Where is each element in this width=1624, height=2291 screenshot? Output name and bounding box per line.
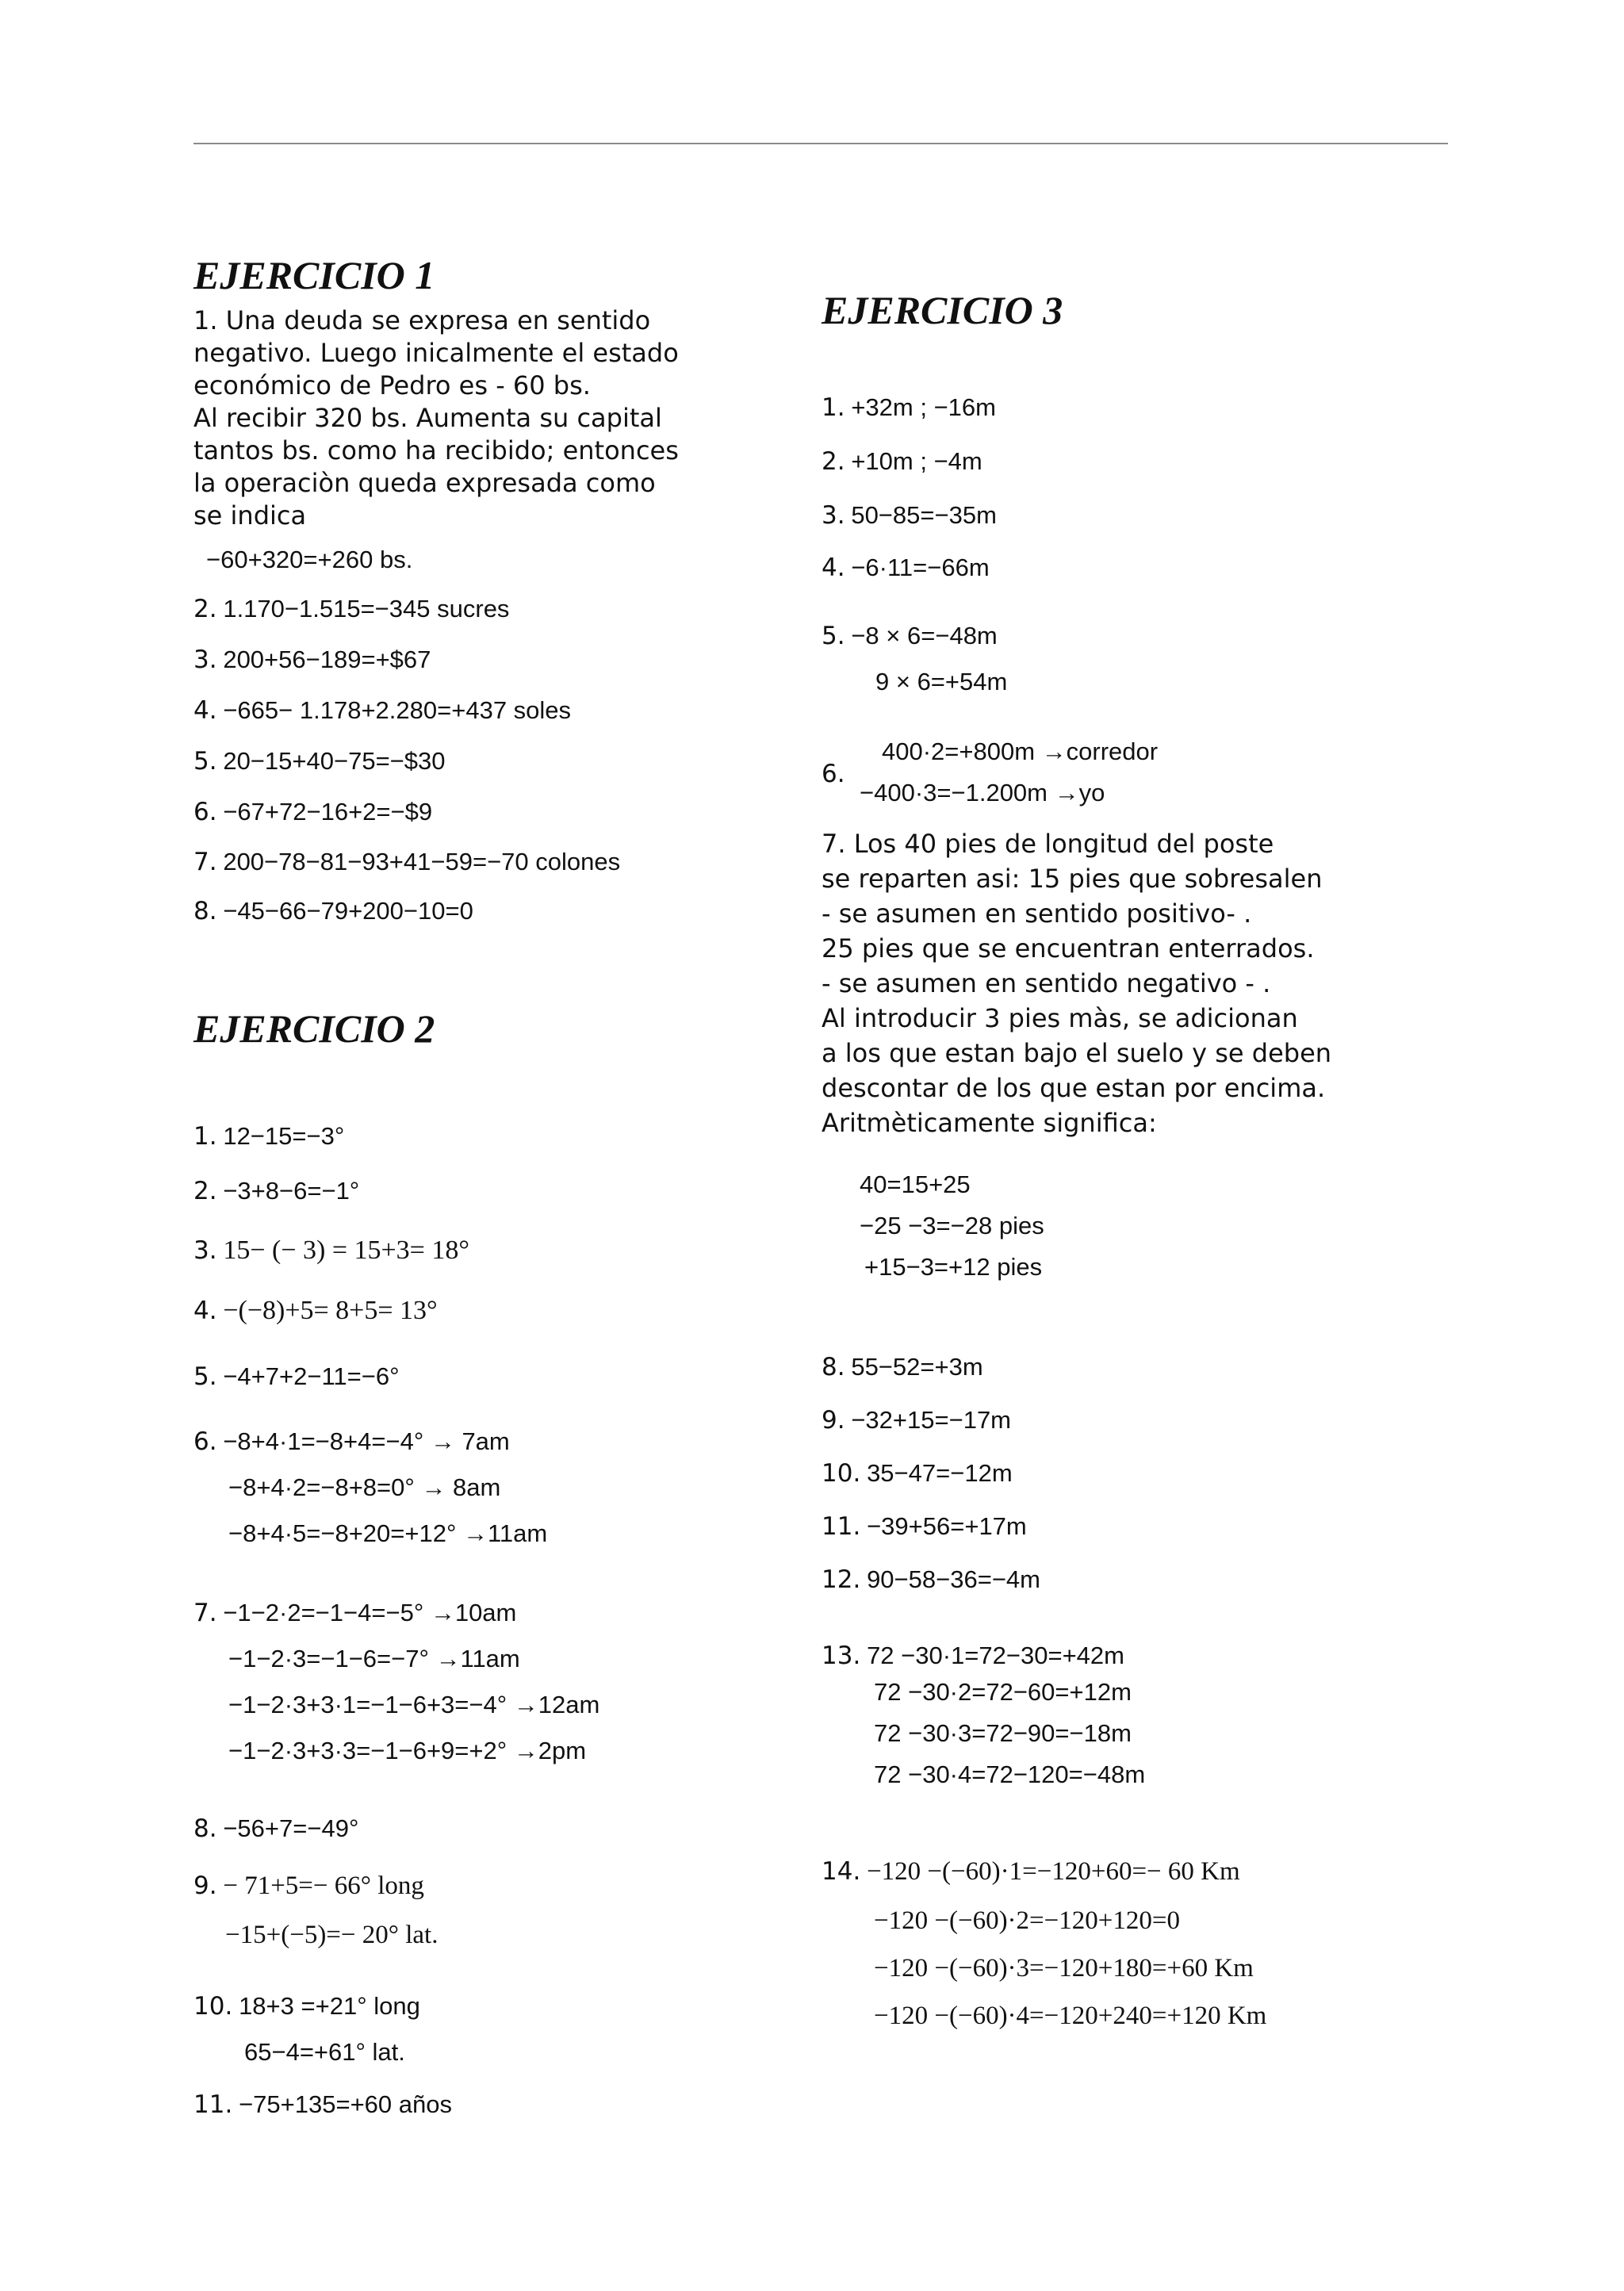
- intro-line: la operaciòn queda expresada como: [193, 468, 656, 498]
- ejercicio-1-heading: EJERCICIO 1: [193, 253, 435, 297]
- ej3-item-10: 10. 35−47=−12m: [822, 1459, 1013, 1488]
- ej1-intro-equation: −60+320=+260 bs.: [206, 546, 413, 573]
- ej3-item-7-eq-3: +15−3=+12 pies: [864, 1253, 1043, 1281]
- ej2-item-11: 11. −75+135=+60 años: [193, 2090, 452, 2119]
- ej2-item-7: 7. −1−2·2=−1−4=−5° →10am: [193, 1599, 517, 1627]
- ej2-item-6-line-2: −8+4·2=−8+8=0° → 8am: [228, 1473, 501, 1501]
- ej3-item-6: 6.: [822, 760, 845, 788]
- ej3-item-7-eq-1: 40=15+25: [860, 1170, 971, 1198]
- ej1-item-8: 8. −45−66−79+200−10=0: [193, 897, 473, 925]
- ej3-item-6-line-1: 400·2=+800m →corredor: [882, 737, 1159, 765]
- ej3-item-11: 11. −39+56=+17m: [822, 1512, 1027, 1541]
- intro-line: se indica: [193, 500, 307, 531]
- ej1-item-3: 3. 200+56−189=+$67: [193, 646, 431, 674]
- ej3-item-7-text: [822, 826, 1331, 1140]
- item7-line: Aritmèticamente significa:: [822, 1108, 1157, 1138]
- ej2-item-4: 4. −(−8)+5= 8+5= 13°: [193, 1296, 438, 1325]
- ej2-item-10: 10. 18+3 =+21° long: [193, 1992, 420, 2021]
- ej3-item-9: 9. −32+15=−17m: [822, 1406, 1012, 1435]
- ej2-item-9: 9. − 71+5=− 66° long: [193, 1871, 424, 1900]
- ej1-item-7: 7. 200−78−81−93+41−59=−70 colones: [193, 848, 621, 876]
- ej1-item-5: 5. 20−15+40−75=−$30: [193, 747, 446, 776]
- ej3-item-8: 8. 55−52=+3m: [822, 1353, 983, 1381]
- ej2-item-3: 3. 15− (− 3) = 15+3= 18°: [193, 1236, 469, 1265]
- intro-line: tantos bs. como ha recibido; entonces: [193, 435, 679, 465]
- ej3-item-13: 13. 72 −30·1=72−30=+42m: [822, 1642, 1124, 1670]
- ej1-item-2: 2. 1.170−1.515=−345 sucres: [193, 595, 510, 623]
- ej3-item-14-line-2: −120 −(−60)·2=−120+120=0: [874, 1906, 1180, 1935]
- ejercicio-2-heading: EJERCICIO 2: [193, 1006, 435, 1051]
- ej3-item-3: 3. 50−85=−35m: [822, 501, 997, 530]
- ej3-item-13-line-3: 72 −30·3=72−90=−18m: [874, 1719, 1132, 1747]
- ej2-item-6-line-3: −8+4·5=−8+20=+12° →11am: [228, 1519, 548, 1547]
- ejercicio-3-heading: EJERCICIO 3: [822, 288, 1063, 332]
- ej2-item-6: 6. −8+4·1=−8+4=−4° → 7am: [193, 1427, 510, 1456]
- ej2-item-7-line-3: −1−2·3+3·1=−1−6+3=−4° →12am: [228, 1691, 600, 1718]
- item7-line: - se asumen en sentido negativo - .: [822, 968, 1271, 998]
- ej2-item-7-line-4: −1−2·3+3·3=−1−6+9=+2° →2pm: [228, 1737, 587, 1764]
- ej3-item-1: 1. +32m ; −16m: [822, 393, 996, 422]
- ej2-item-5: 5. −4+7+2−11=−6°: [193, 1362, 400, 1391]
- ej2-item-9-line-2: −15+(−5)=− 20° lat.: [225, 1921, 439, 1949]
- item7-line: - se asumen en sentido positivo- .: [822, 898, 1252, 929]
- ej1-item-6: 6. −67+72−16+2=−$9: [193, 798, 433, 826]
- intro-line: 1. Una deuda se expresa en sentido: [193, 305, 651, 335]
- ej1-item-4: 4. −665− 1.178+2.280=+437 soles: [193, 696, 572, 725]
- ej3-item-13-line-2: 72 −30·2=72−60=+12m: [874, 1678, 1132, 1706]
- header-rule: [193, 143, 1448, 144]
- ej3-item-13-line-4: 72 −30·4=72−120=−48m: [874, 1760, 1146, 1788]
- item7-line: descontar de los que estan por encima.: [822, 1073, 1326, 1103]
- ej2-item-2: 2. −3+8−6=−1°: [193, 1177, 360, 1205]
- ej3-item-5-line-2: 9 × 6=+54m: [875, 668, 1008, 695]
- ej2-item-7-line-2: −1−2·3=−1−6=−7° →11am: [228, 1645, 520, 1672]
- ej3-item-6-line-2: −400·3=−1.200m →yo: [860, 779, 1105, 806]
- intro-line: Al recibir 320 bs. Aumenta su capital: [193, 403, 662, 433]
- intro-line: negativo. Luego inicalmente el estado: [193, 338, 679, 368]
- item7-line: 7. Los 40 pies de longitud del poste: [822, 829, 1274, 859]
- item7-line: a los que estan bajo el suelo y se deben: [822, 1038, 1332, 1068]
- ej3-item-2: 2. +10m ; −4m: [822, 447, 982, 476]
- ej2-item-1: 1. 12−15=−3°: [193, 1122, 345, 1151]
- ejercicio-1-intro: [193, 305, 679, 532]
- item7-line: Al introducir 3 pies màs, se adicionan: [822, 1003, 1298, 1033]
- ej2-item-8: 8. −56+7=−49°: [193, 1814, 359, 1843]
- ej3-item-12: 12. 90−58−36=−4m: [822, 1565, 1040, 1594]
- ej2-item-10-line-2: 65−4=+61° lat.: [244, 2038, 405, 2066]
- ej3-item-14: 14. −120 −(−60)·1=−120+60=− 60 Km: [822, 1857, 1240, 1886]
- ej3-item-4: 4. −6·11=−66m: [822, 554, 990, 582]
- ej3-item-14-line-4: −120 −(−60)·4=−120+240=+120 Km: [874, 2002, 1267, 2030]
- intro-line: económico de Pedro es - 60 bs.: [193, 370, 591, 400]
- item7-line: se reparten asi: 15 pies que sobresalen: [822, 864, 1323, 894]
- item7-line: 25 pies que se encuentran enterrados.: [822, 933, 1315, 964]
- ej3-item-7-eq-2: −25 −3=−28 pies: [860, 1212, 1044, 1239]
- ej3-item-14-line-3: −120 −(−60)·3=−120+180=+60 Km: [874, 1954, 1254, 1983]
- ej3-item-5: 5. −8 × 6=−48m: [822, 622, 998, 650]
